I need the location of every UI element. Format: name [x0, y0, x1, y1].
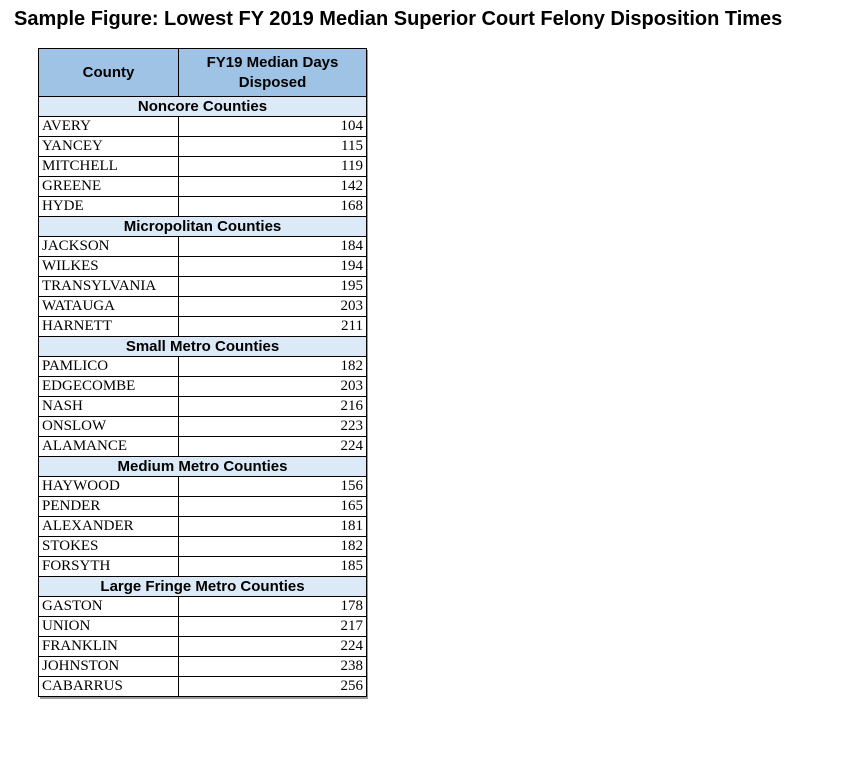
- county-cell: PAMLICO: [39, 357, 179, 377]
- group-label: Large Fringe Metro Counties: [39, 577, 367, 597]
- table-row: [39, 557, 367, 577]
- days-cell: 178: [179, 597, 367, 617]
- days-cell: 165: [179, 497, 367, 517]
- table-row: [39, 397, 367, 417]
- table-row: [39, 657, 367, 677]
- days-cell: 195: [179, 277, 367, 297]
- days-cell: 194: [179, 257, 367, 277]
- county-cell: HYDE: [39, 197, 179, 217]
- disposition-table: [38, 48, 367, 697]
- table-body: [39, 97, 367, 697]
- days-cell: 119: [179, 157, 367, 177]
- figure-title: Sample Figure: Lowest FY 2019 Median Superior Court Felony Disposition Times: [14, 8, 783, 30]
- table-row: [39, 437, 367, 457]
- county-cell: FORSYTH: [39, 557, 179, 577]
- days-cell: 115: [179, 137, 367, 157]
- county-column-header: County: [39, 49, 179, 97]
- table-row: [39, 517, 367, 537]
- days-cell: 104: [179, 117, 367, 137]
- county-cell: ONSLOW: [39, 417, 179, 437]
- county-cell: WATAUGA: [39, 297, 179, 317]
- days-cell: 216: [179, 397, 367, 417]
- county-cell: AVERY: [39, 117, 179, 137]
- days-cell: 156: [179, 477, 367, 497]
- county-cell: STOKES: [39, 537, 179, 557]
- days-cell: 181: [179, 517, 367, 537]
- table-row: [39, 117, 367, 137]
- table-row: [39, 617, 367, 637]
- county-cell: HAYWOOD: [39, 477, 179, 497]
- county-cell: CABARRUS: [39, 677, 179, 697]
- county-cell: FRANKLIN: [39, 637, 179, 657]
- days-cell: 203: [179, 377, 367, 397]
- county-cell: TRANSYLVANIA: [39, 277, 179, 297]
- county-cell: EDGECOMBE: [39, 377, 179, 397]
- group-label: Medium Metro Counties: [39, 457, 367, 477]
- days-cell: 168: [179, 197, 367, 217]
- group-label: Noncore Counties: [39, 97, 367, 117]
- county-cell: UNION: [39, 617, 179, 637]
- table-row: [39, 177, 367, 197]
- group-header-row: [39, 577, 367, 597]
- county-cell: MITCHELL: [39, 157, 179, 177]
- table-row: [39, 637, 367, 657]
- days-column-header: FY19 Median Days Disposed: [179, 49, 367, 97]
- table-row: [39, 297, 367, 317]
- days-cell: 224: [179, 437, 367, 457]
- days-cell: 256: [179, 677, 367, 697]
- table-row: [39, 677, 367, 697]
- table-row: [39, 257, 367, 277]
- county-cell: JOHNSTON: [39, 657, 179, 677]
- table-row: [39, 137, 367, 157]
- days-cell: 142: [179, 177, 367, 197]
- table-row: [39, 477, 367, 497]
- table-row: [39, 157, 367, 177]
- table-container: [38, 48, 366, 697]
- county-cell: YANCEY: [39, 137, 179, 157]
- days-cell: 217: [179, 617, 367, 637]
- days-cell: 185: [179, 557, 367, 577]
- days-cell: 224: [179, 637, 367, 657]
- county-cell: GASTON: [39, 597, 179, 617]
- group-label: Small Metro Counties: [39, 337, 367, 357]
- table-row: [39, 237, 367, 257]
- days-cell: 203: [179, 297, 367, 317]
- days-cell: 184: [179, 237, 367, 257]
- days-cell: 182: [179, 357, 367, 377]
- header-row: [39, 49, 367, 97]
- days-cell: 238: [179, 657, 367, 677]
- county-cell: NASH: [39, 397, 179, 417]
- county-cell: ALAMANCE: [39, 437, 179, 457]
- table-row: [39, 417, 367, 437]
- table-row: [39, 197, 367, 217]
- group-label: Micropolitan Counties: [39, 217, 367, 237]
- days-cell: 223: [179, 417, 367, 437]
- days-cell: 182: [179, 537, 367, 557]
- county-cell: HARNETT: [39, 317, 179, 337]
- table-row: [39, 377, 367, 397]
- group-header-row: [39, 457, 367, 477]
- table-row: [39, 597, 367, 617]
- table-row: [39, 317, 367, 337]
- table-row: [39, 357, 367, 377]
- county-cell: JACKSON: [39, 237, 179, 257]
- table-row: [39, 277, 367, 297]
- county-cell: GREENE: [39, 177, 179, 197]
- group-header-row: [39, 337, 367, 357]
- table-row: [39, 497, 367, 517]
- county-cell: ALEXANDER: [39, 517, 179, 537]
- days-cell: 211: [179, 317, 367, 337]
- county-cell: WILKES: [39, 257, 179, 277]
- county-cell: PENDER: [39, 497, 179, 517]
- group-header-row: [39, 97, 367, 117]
- table-row: [39, 537, 367, 557]
- group-header-row: [39, 217, 367, 237]
